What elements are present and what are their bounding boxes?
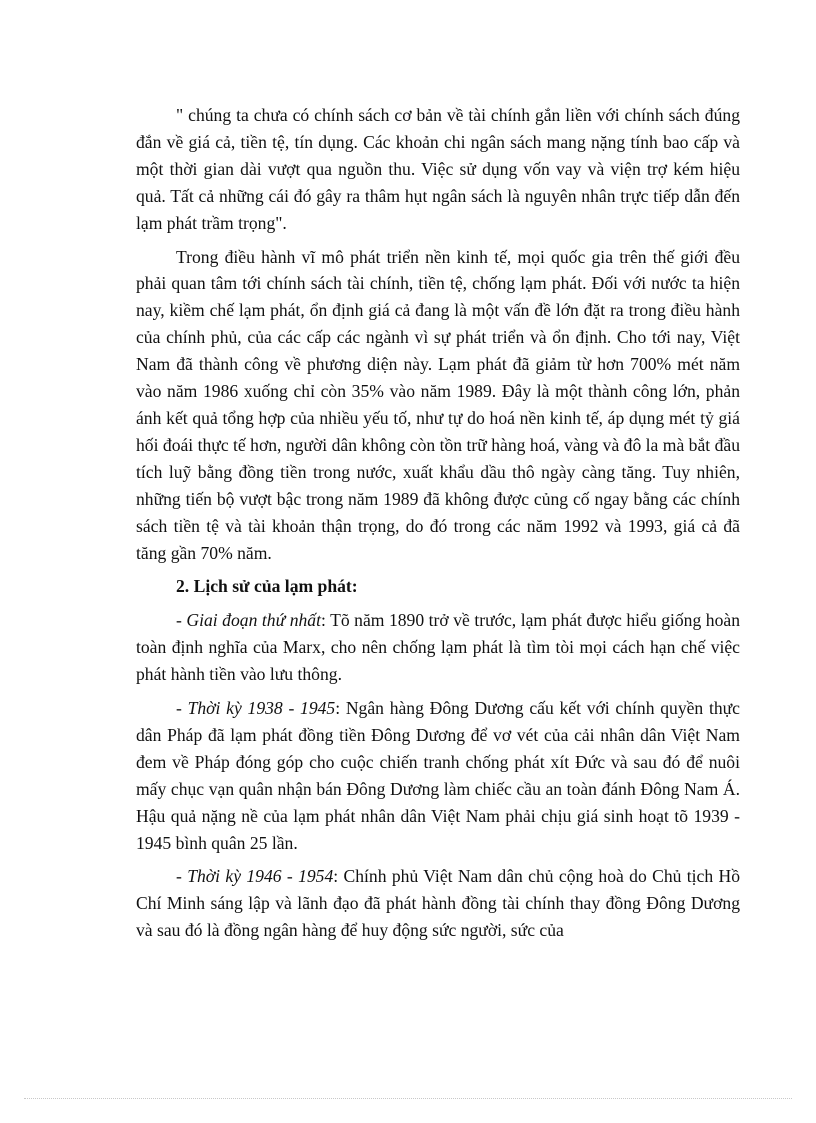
period-1946-1954-lead: - Thời kỳ 1946 - 1954 bbox=[176, 866, 334, 887]
section-heading: 2. Lịch sử của lạm phát: bbox=[176, 576, 358, 597]
first-stage-lead: - Giai đoạn thứ nhất bbox=[176, 610, 321, 631]
first-stage-body: : Tõ năm 1890 trở về trước, lạm phát được hiểu giống hoàn toàn định nghĩa của Marx, cho nên chống lạm phát là tìm tòi mọi cách hạn chế việc phát hành tiền vào lưu thông. bbox=[136, 610, 740, 685]
paragraph-1938-1945 bbox=[136, 695, 740, 856]
paragraph-macro-policy: Trong điều hành vĩ mô phát triển nền kinh tế, mọi quốc gia trên thế giới đều phải quan tâm tới chính sách tài chính, tiền tệ, chống lạm phát. Đối với nước ta hiện nay, kiềm chế lạm phát, ổn định giá cả đang là một vấn đề lớn đặt ra trong điều hành của chính phủ, của các cấp các ngành vì sự phát triển và ổn định. Cho tới nay, Việt Nam đã thành công về phương diện này. Lạm phát đã giảm từ hơn 700% mét năm vào năm 1986 xuống chỉ còn 35% vào năm 1989. Đây là một thành công lớn, phản ánh kết quả tổng hợp của nhiều yếu tố, như tự do hoá nền kinh tế, áp dụng mét tỷ giá hối đoái thực tế hơn, người dân không còn tồn trữ hàng hoá, vàng và đô la mà bắt đầu tích luỹ bằng đồng tiền trong nước, xuất khẩu dầu thô ngày càng tăng. Tuy nhiên, những tiến bộ vượt bậc trong năm 1989 đã không được củng cố ngay bằng các chính sách tiền tệ và tài khoản thận trọng, do đó trong các năm 1992 và 1993, giá cả đã tăng gần 70% năm. bbox=[136, 246, 740, 563]
period-1938-1945-lead: - Thời kỳ 1938 - 1945 bbox=[176, 698, 336, 719]
period-1946-1954-body: : Chính phủ Việt Nam dân chủ cộng hoà do Chủ tịch Hồ Chí Minh sáng lập và lãnh đạo đã phát hành đồng tài chính thay đồng Đông Dương và sau đó là đồng ngân hàng để huy động sức người, sức của bbox=[136, 866, 741, 941]
footer-divider bbox=[24, 1098, 792, 1099]
document-body bbox=[136, 102, 740, 951]
paragraph-1946-1954 bbox=[136, 863, 740, 944]
period-1938-1945-body: : Ngân hàng Đông Dương cấu kết với chính quyền thực dân Pháp đã lạm phát đồng tiền Đông Dương để vơ vét của cải nhân dân Việt Nam đem về Pháp đóng góp cho cuộc chiến tranh chống phát xít Đức và sau đó để nuôi mấy chục vạn quân nhận bán Đông Dương làm chiếc cầu an toàn đánh Đông Nam Á. Hậu quả nặng nề của lạm phát nhân dân Việt Nam phải chịu giá sinh hoạt tõ 1939 - 1945 bình quân 25 lần. bbox=[136, 698, 740, 853]
paragraph-first-stage bbox=[136, 607, 740, 688]
paragraph-quote: " chúng ta chưa có chính sách cơ bản về tài chính gắn liền với chính sách đúng đắn về giá cả, tiền tệ, tín dụng. Các khoản chi ngân sách mang nặng tính bao cấp và một thời gian dài vượt qua nguồn thu. Việc sử dụng vốn vay và viện trợ kém hiệu quả. Tất cả những cái đó gây ra thâm hụt ngân sách là nguyên nhân trực tiếp dẫn đến lạm phát trầm trọng". bbox=[136, 105, 740, 233]
